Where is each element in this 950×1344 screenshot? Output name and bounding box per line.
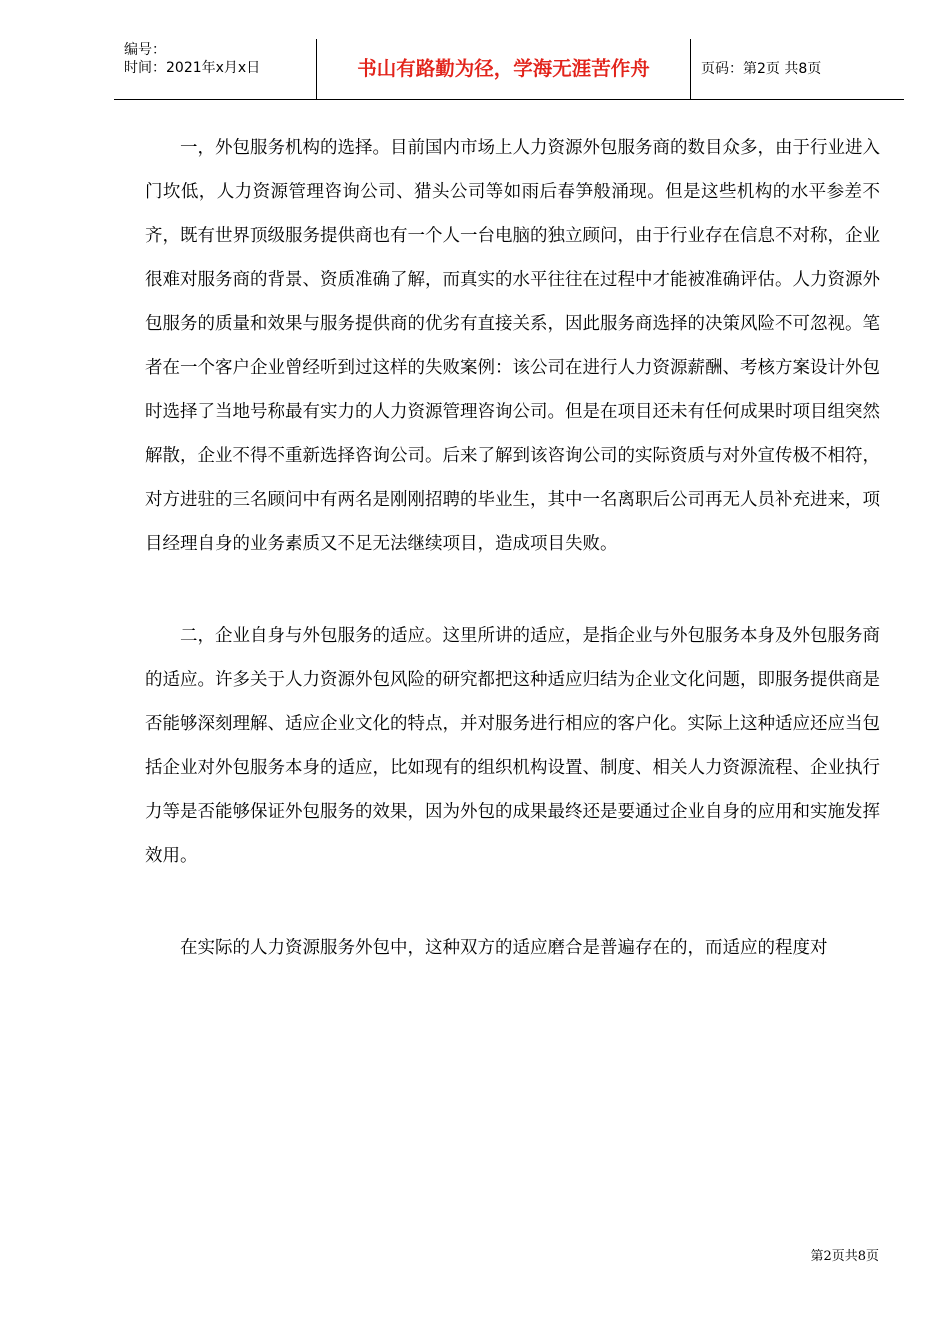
header-meta-cell bbox=[114, 39, 317, 99]
paragraph-1: 一，外包服务机构的选择。目前国内市场上人力资源外包服务商的数目众多，由于行业进入门坎低，人力资源管理咨询公司、猎头公司等如雨后春笋般涌现。但是这些机构的水平参差不齐，既有世界顶级服务提供商也有一个人一台电脑的独立顾问，由于行业存在信息不对称，企业很难对服务商的背景、资质准确了解，而真实的水平往往在过程中才能被准确评估。人力资源外包服务的质量和效果与服务提供商的优劣有直接关系，因此服务商选择的决策风险不可忽视。笔者在一个客户企业曾经听到过这样的失败案例：该公司在进行人力资源薪酬、考核方案设计外包时选择了当地号称最有实力的人力资源管理咨询公司。但是在项目还未有任何成果时项目组突然解散，企业不得不重新选择咨询公司。后来了解到该咨询公司的实际资质与对外宣传极不相符，对方进驻的三名顾问中有两名是刚刚招聘的毕业生，其中一名离职后公司再无人员补充进来，项目经理自身的业务素质又不足无法继续项目，造成项目失败。 bbox=[145, 138, 880, 554]
page-footer: 第2页共8页 bbox=[810, 1249, 879, 1264]
paragraph-2: 二，企业自身与外包服务的适应。这里所讲的适应，是指企业与外包服务本身及外包服务商的适应。许多关于人力资源外包风险的研究都把这种适应归结为企业文化问题，即服务提供商是否能够深刻理解、适应企业文化的特点，并对服务进行相应的客户化。实际上这种适应还应当包括企业对外包服务本身的适应，比如现有的组织机构设置、制度、相关人力资源流程、企业执行力等是否能够保证外包服务的效果，因为外包的成果最终还是要通过企业自身的应用和实施发挥效用。 bbox=[145, 626, 880, 866]
page-header bbox=[114, 39, 904, 100]
paragraph-3: 在实际的人力资源服务外包中，这种双方的适应磨合是普遍存在的，而适应的程度对 bbox=[180, 938, 828, 958]
header-page-number: 页码：第2页 共8页 bbox=[701, 61, 822, 77]
header-motto: 书山有路勤为径，学海无涯苦作舟 bbox=[317, 39, 691, 99]
document-time-label: 时间：2021年x月x日 bbox=[124, 60, 261, 76]
document-number-label: 编号： bbox=[124, 42, 166, 58]
document-body bbox=[145, 126, 880, 970]
